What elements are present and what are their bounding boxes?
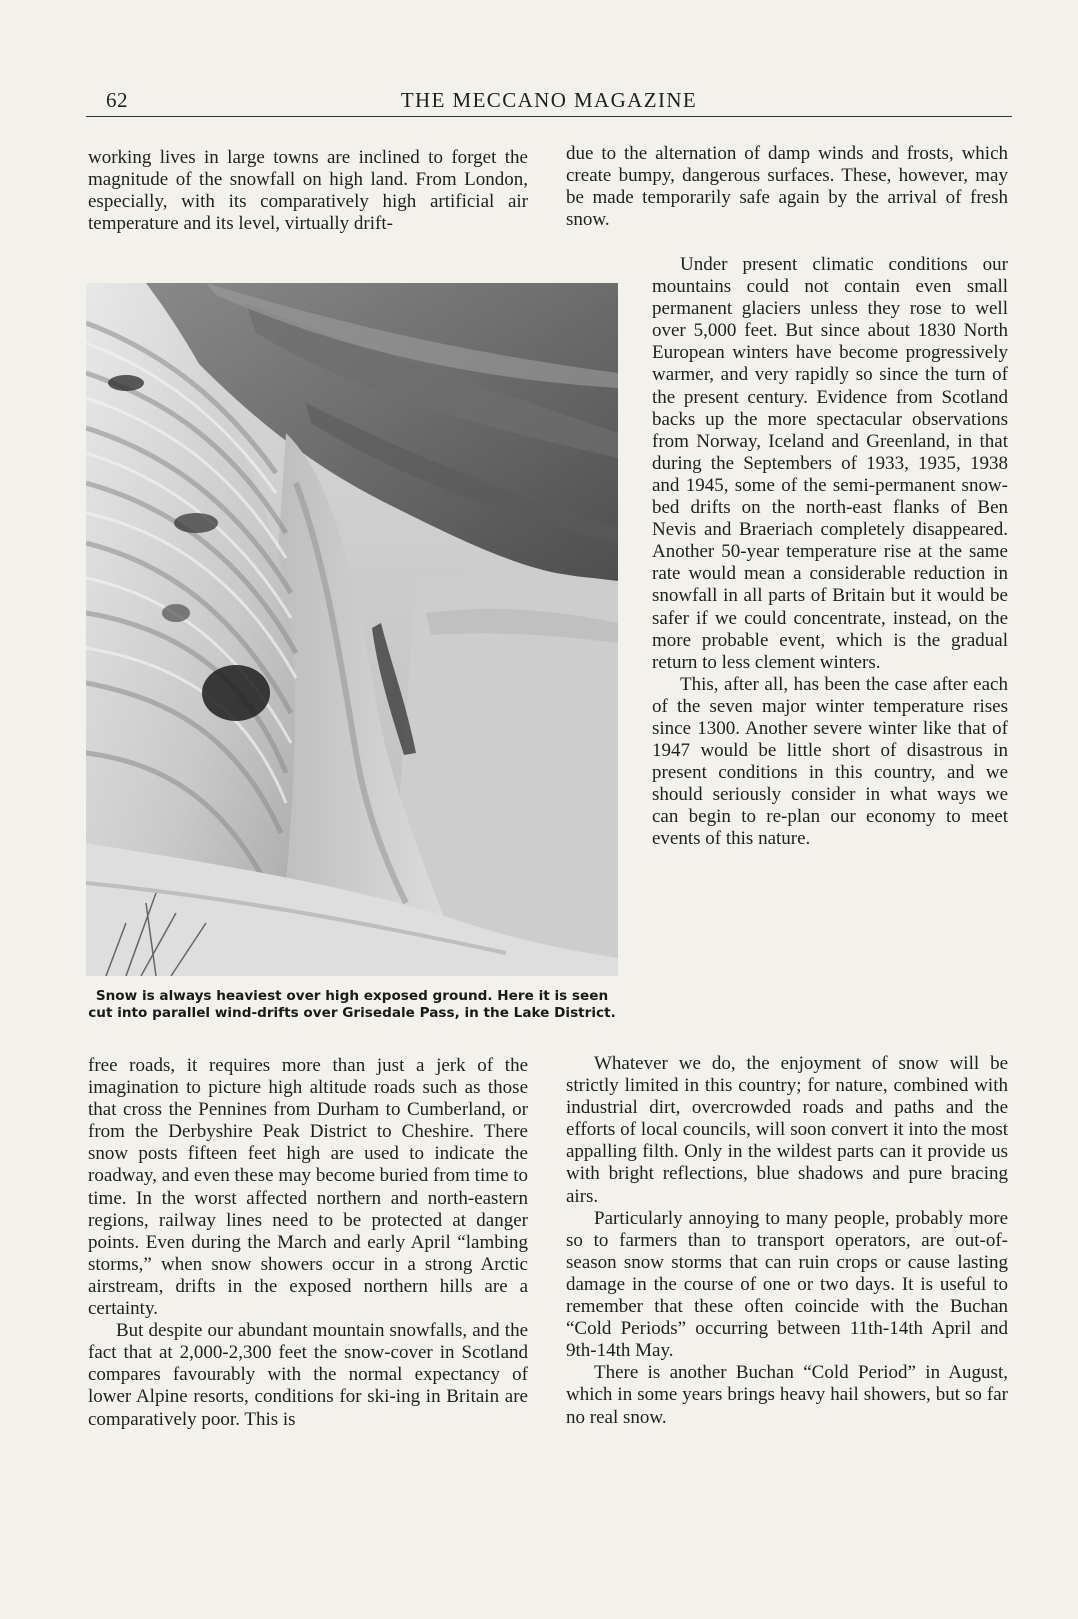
- column-1-top-text: [88, 147, 528, 235]
- column-2-top-text: [566, 143, 1008, 231]
- paragraph: free roads, it requires more than just a jerk of the imagination to picture high altitude roads such as those that cross the Pennines from Durham to Cumberland, or from the Derbyshire Peak District to Cheshire. There snow posts fifteen feet high are used to indicate the roadway, and even these may become buried from time to time. In the worst affected northern and north-eastern regions, railway lines need to be protected at danger points. Even during the March and early April “lambing storms,” when snow showers occur in a strong Arctic airstream, drifts in the exposed northern hills are a certainty.: [88, 1055, 528, 1320]
- paragraph: Under present climatic conditions our mountains could not contain even small permanent glaciers unless they rose to well over 5,000 feet. But since about 1830 North European winters have become progressively warmer, and very rapidly so since the turn of the present century. Evidence from Scotland backs up the more spectacular observations from Norway, Iceland and Greenland, in that during the Septembers of 1933, 1935, 1938 and 1945, some of the semi-permanent snow-bed drifts on the north-east flanks of Ben Nevis and Braeriach completely disappeared. Another 50-year temperature rise at the same rate would mean a considerable reduction in snowfall in all parts of Britain but it would be safer if we could concentrate, instead, on the more probable event, which is the gradual return to less clement winters.: [652, 254, 1008, 673]
- snow-drift-photograph: [86, 283, 618, 976]
- column-2-bottom-text: [566, 1053, 1008, 1429]
- paragraph: working lives in large towns are inclined to forget the magnitude of the snowfall on high land. From London, especially, with its comparatively high artificial air temperature and its level, virtually drift-: [88, 147, 528, 235]
- paragraph: due to the alternation of damp winds and frosts, which create bumpy, dangerous surfaces. These, however, may be made temporarily safe again by the arrival of fresh snow.: [566, 143, 1008, 231]
- running-head: THE MECCANO MAGAZINE: [400, 88, 698, 112]
- page-header: [86, 88, 1012, 117]
- column-2-wrapped-text: [652, 254, 1008, 851]
- paragraph: Particularly annoying to many people, probably more so to farmers than to transport operators, are out-of-season snow storms that can ruin crops or cause lasting damage in the course of one or two days. It is useful to remember that these often coincide with the Buchan “Cold Periods” occurring between 11th-14th April and 9th-14th May.: [566, 1207, 1008, 1362]
- paragraph: This, after all, has been the case after each of the seven major winter temperature rises since 1300. Another severe winter like that of 1947 would be little short of disastrous in present conditions in this country, and we should seriously consider in what ways we can begin to re-plan our economy to meet events of this nature.: [652, 673, 1008, 850]
- paragraph: Whatever we do, the enjoyment of snow will be strictly limited in this country; for nature, combined with industrial dirt, overcrowded roads and paths and the efforts of local councils, will soon convert it into the most appalling filth. Only in the wildest parts can it provide us with bright reflections, blue shadows and pure bracing airs.: [566, 1053, 1008, 1207]
- page-number: 62: [106, 88, 128, 112]
- snow-drift-image: [86, 283, 618, 976]
- photo-caption: Snow is always heaviest over high exposed ground. Here it is seen cut into parallel wind-drifts over Grisedale Pass, in the Lake District.: [88, 988, 616, 1021]
- paragraph: There is another Buchan “Cold Period” in August, which in some years brings heavy hail showers, but so far no real snow.: [566, 1362, 1008, 1428]
- paragraph: But despite our abundant mountain snowfalls, and the fact that at 2,000-2,300 feet the snow-cover in Scotland compares favourably with the normal expectancy of lower Alpine resorts, conditions for ski-ing in Britain are comparatively poor. This is: [88, 1320, 528, 1430]
- column-1-bottom-text: [88, 1055, 528, 1431]
